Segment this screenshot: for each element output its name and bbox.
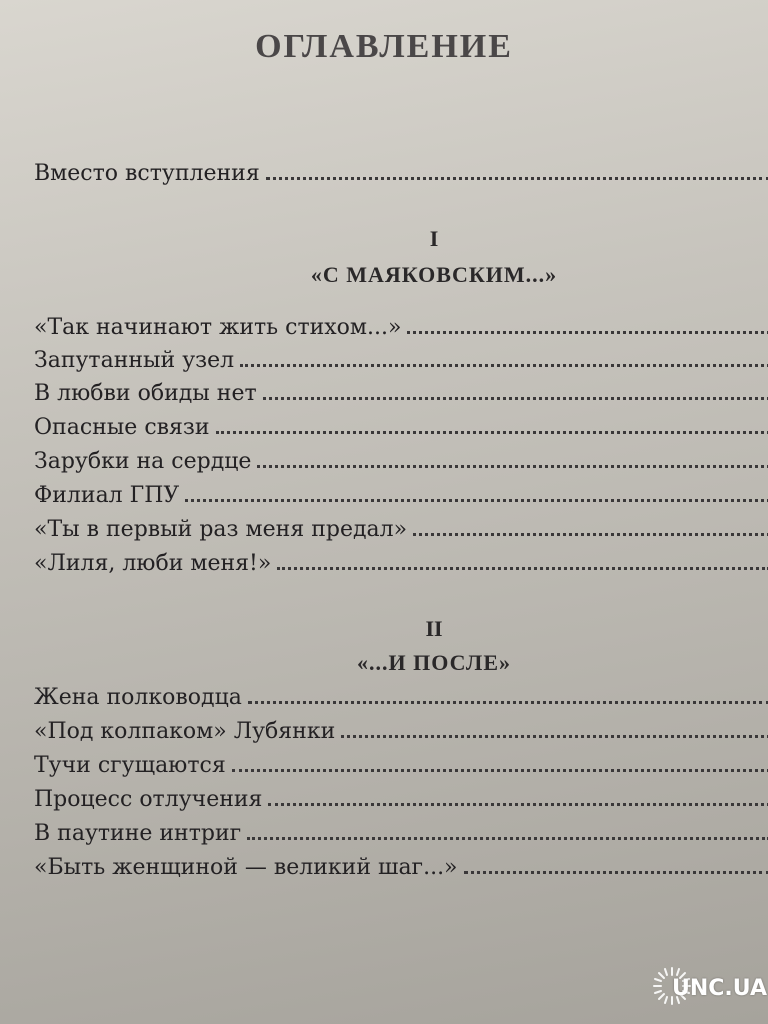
toc-entry-label: Запутанный узел [34, 348, 235, 373]
section-numeral: I [429, 226, 439, 251]
toc-entry-label: «Ты в первый раз меня предал» [34, 517, 408, 542]
section-title: «...И ПОСЛЕ» [356, 650, 511, 675]
toc-entry-label: В любви обиды нет [34, 381, 257, 406]
toc-entry [34, 378, 768, 410]
toc-entry [34, 345, 768, 377]
dot-leader [268, 799, 768, 806]
toc-entry [34, 784, 768, 816]
toc-entry-label: «Быть женщиной — великий шаг...» [34, 855, 458, 880]
toc-entry-label: Зарубки на сердце [34, 449, 252, 474]
dot-leader [185, 495, 768, 502]
toc-entry [34, 682, 768, 714]
toc-entry-label: Тучи сгущаются [34, 753, 226, 778]
toc-entry [34, 818, 768, 850]
toc-entry-label: Вместо вступления [34, 161, 260, 186]
dot-leader [266, 173, 768, 180]
dot-leader [240, 360, 768, 367]
toc-entry [34, 312, 768, 344]
toc-entry-label: В паутине интриг [34, 821, 242, 846]
section-numeral: II [425, 616, 443, 641]
dot-leader [248, 697, 768, 704]
dot-leader [247, 833, 768, 840]
toc-entry-label: Филиал ГПУ [34, 483, 180, 508]
dot-leader [464, 867, 768, 874]
toc-entry [34, 852, 768, 884]
watermark [652, 964, 767, 1020]
dot-leader [407, 327, 768, 334]
toc-entry-label: Процесс отлучения [34, 787, 263, 812]
toc-entry [34, 716, 768, 748]
toc-entry [34, 412, 768, 444]
toc-entry [34, 480, 768, 512]
toc-entry-label: Жена полководца [34, 685, 242, 710]
toc-entry [34, 548, 768, 580]
toc-entry-label: Опасные связи [34, 415, 210, 440]
toc-entry [34, 446, 768, 478]
toc-entry-intro [34, 158, 768, 190]
toc-entry-label: «Лиля, люби меня!» [34, 551, 272, 576]
toc-entry [34, 514, 768, 546]
watermark-text: UNC.UA [672, 976, 767, 1001]
dot-leader [216, 427, 768, 434]
dot-leader [263, 393, 768, 400]
dot-leader [341, 731, 768, 738]
dot-leader [232, 765, 768, 772]
toc-entry-label: «Так начинают жить стихом...» [34, 315, 402, 340]
page-title: ОГЛАВЛЕНИЕ [255, 28, 513, 65]
dot-leader [413, 529, 768, 536]
dot-leader [277, 563, 768, 570]
section-title: «С МАЯКОВСКИМ...» [310, 262, 558, 287]
toc-entry-label: «Под колпаком» Лубянки [34, 719, 336, 744]
dot-leader [257, 461, 768, 468]
toc-entry [34, 750, 768, 782]
